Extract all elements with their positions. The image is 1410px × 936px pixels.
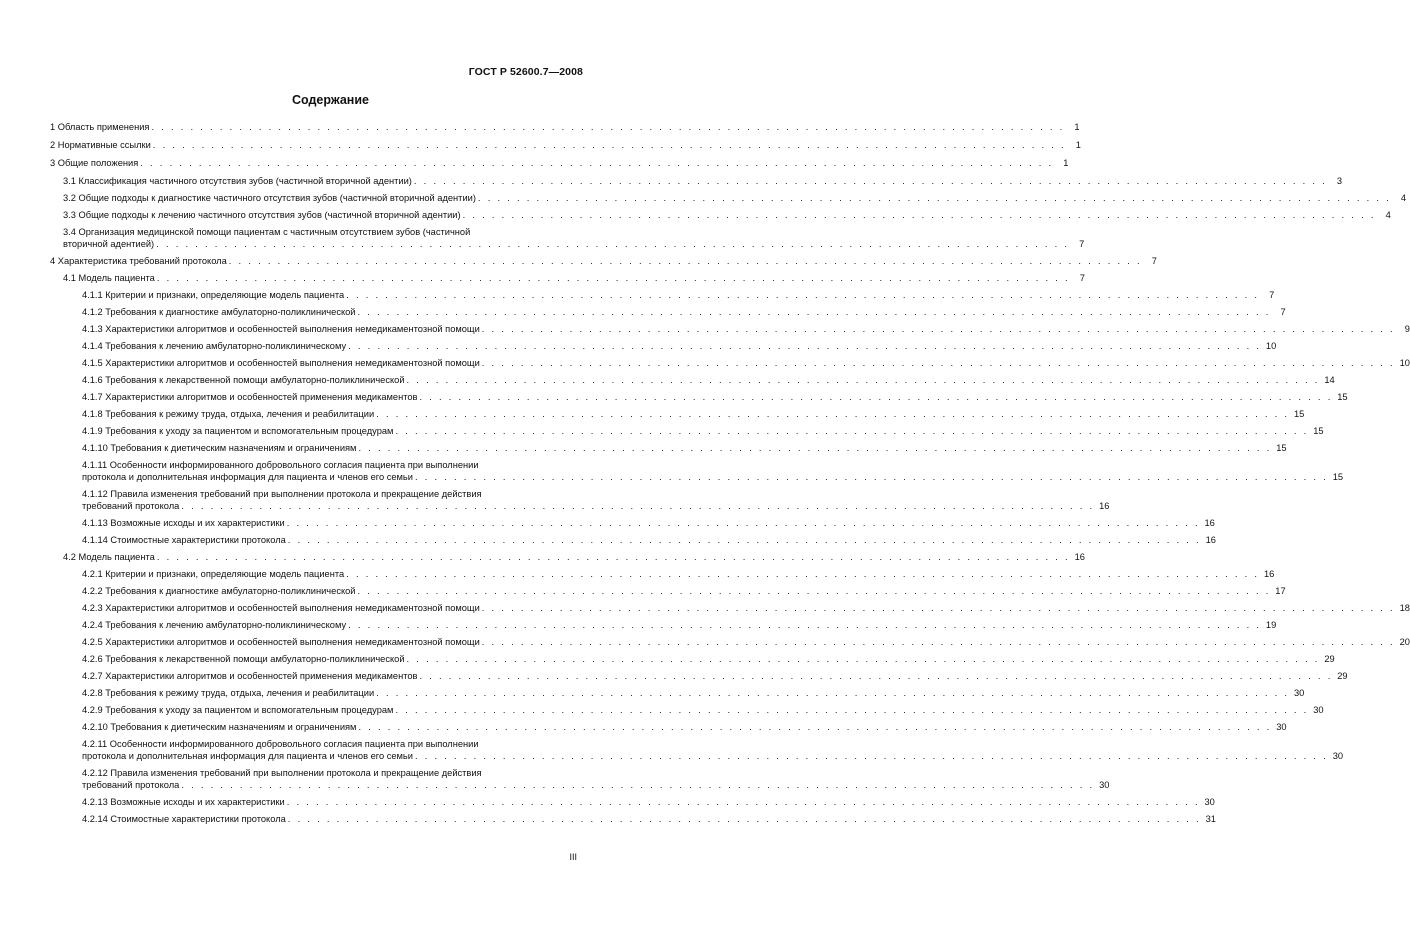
toc-entry-label: 4.2.4 Требования к лечению амбулаторно-поликлиническому (82, 620, 347, 630)
toc-entry-label: 4.1.2 Требования к диагностике амбулаторно-поликлинической (82, 307, 356, 317)
toc-entry-page: 10 (1261, 340, 1276, 352)
toc-entry-page: 4 (1391, 192, 1406, 204)
toc-entry-page: 29 (1320, 653, 1335, 665)
toc-entry[interactable] (63, 226, 1085, 250)
toc-entry-page: 16 (1259, 568, 1274, 580)
toc-entry-label: 3 Общие положения (50, 158, 139, 168)
toc-entry-label: 4.2.2 Требования к диагностике амбулаторно-поликлинической (82, 586, 356, 596)
toc-entry[interactable] (82, 488, 1110, 512)
toc-entry-label: 4.1.5 Характеристики алгоритмов и особенностей выполнения немедикаментозной помощи (82, 358, 480, 368)
toc-entry-label: 4.1.8 Требования к режиму труда, отдыха, лечения и реабилитации (82, 409, 375, 419)
toc-entry-label: 2 Нормативные ссылки (50, 140, 151, 150)
toc-entry[interactable] (82, 323, 1410, 335)
toc-entry-label: 4.2.8 Требования к режиму труда, отдыха, лечения и реабилитации (82, 688, 375, 698)
toc-entry-label: 4.1.9 Требования к уходу за пациентом и вспомогательным процедурам (82, 426, 394, 436)
toc-leader-dots: . . . . . . . . . . . . . . . . . . . . . . . . . . . . . . . . . . . . . . . . . . . . . . . . . . . . . . . . . . . . . . . . . . . . . . . . . . . . . . . . . . . . . . . . . . . . . . (414, 472, 1329, 482)
toc-entry-label: 4.2.7 Характеристики алгоритмов и особенностей применения медикаментов (82, 671, 418, 681)
toc-entry[interactable] (82, 517, 1215, 529)
toc-entry-label: 4.1.10 Требования к диетическим назначениям и ограничениям (82, 443, 357, 453)
toc-leader-dots: . . . . . . . . . . . . . . . . . . . . . . . . . . . . . . . . . . . . . . . . . . . . . . . . . . . . . . . . . . . . . . . . . . . . . . . . . . . . . . . . . . . . . . . . . . . . . . (481, 603, 1395, 613)
toc-entry[interactable] (82, 619, 1277, 631)
toc-entry-page: 30 (1289, 687, 1304, 699)
toc-entry[interactable] (82, 289, 1275, 301)
toc-leader-dots: . . . . . . . . . . . . . . . . . . . . . . . . . . . . . . . . . . . . . . . . . . . . . . . . . . . . . . . . . . . . . . . . . . . . . . . . . . . . . . . . . . . . . . . . . . . . . . (358, 722, 1272, 732)
toc-entry-label: 4.2.10 Требования к диетическим назначениям и ограничениям (82, 722, 357, 732)
toc-leader-dots: . . . . . . . . . . . . . . . . . . . . . . . . . . . . . . . . . . . . . . . . . . . . . . . . . . . . . . . . . . . . . . . . . . . . . . . . . . . . . . . . . . . . . . . . . . . . . . (140, 158, 1054, 168)
toc-entry-page: 16 (1094, 500, 1109, 512)
toc-entry-label: протокола и дополнительная информация для пациента и членов его семьи (82, 472, 413, 482)
toc-entry[interactable] (82, 767, 1110, 791)
toc-leader-dots: . . . . . . . . . . . . . . . . . . . . . . . . . . . . . . . . . . . . . . . . . . . . . . . . . . . . . . . . . . . . . . . . . . . . . . . . . . . . . . . . . . . . . . . . . . . . . . (481, 637, 1395, 647)
toc-entry-page: 14 (1320, 374, 1335, 386)
toc-leader-dots: . . . . . . . . . . . . . . . . . . . . . . . . . . . . . . . . . . . . . . . . . . . . . . . . . . . . . . . . . . . . . . . . . . . . . . . . . . . . . . . . . . . . . . . . . . . . . . (152, 140, 1066, 150)
toc-entry-label: 4.2 Модель пациента (63, 552, 155, 562)
toc-leader-dots: . . . . . . . . . . . . . . . . . . . . . . . . . . . . . . . . . . . . . . . . . . . . . . . . . . . . . . . . . . . . . . . . . . . . . . . . . . . . . . . . . . . . . . . . . . . . . . (414, 751, 1329, 761)
toc-entry-page: 9 (1395, 323, 1410, 335)
toc-leader-dots: . . . . . . . . . . . . . . . . . . . . . . . . . . . . . . . . . . . . . . . . . . . . . . . . . . . . . . . . . . . . . . . . . . . . . . . . . . . . . . . . . . . . . . . . . . . . . . (287, 535, 1201, 545)
toc-entry[interactable] (82, 425, 1324, 437)
toc-entry-label: требований протокола (82, 501, 180, 511)
standard-number: ГОСТ Р 52600.7—2008 (468, 66, 583, 78)
page-title: Содержание (291, 93, 369, 107)
toc-entry[interactable] (82, 602, 1410, 614)
toc-entry[interactable] (82, 653, 1335, 665)
toc-leader-dots: . . . . . . . . . . . . . . . . . . . . . . . . . . . . . . . . . . . . . . . . . . . . . . . . . . . . . . . . . . . . . . . . . . . . . . . . . . . . . . . . . . . . . . . . . . . . . . (481, 324, 1395, 334)
toc-leader-dots: . . . . . . . . . . . . . . . . . . . . . . . . . . . . . . . . . . . . . . . . . . . . . . . . . . . . . . . . . . . . . . . . . . . . . . . . . . . . . . . . . . . . . . . . . . . . . . (481, 358, 1395, 368)
toc-leader-dots: . . . . . . . . . . . . . . . . . . . . . . . . . . . . . . . . . . . . . . . . . . . . . . . . . . . . . . . . . . . . . . . . . . . . . . . . . . . . . . . . . . . . . . . . . . . . . . (357, 586, 1271, 596)
toc-entry-page: 7 (1142, 255, 1157, 267)
toc-leader-dots: . . . . . . . . . . . . . . . . . . . . . . . . . . . . . . . . . . . . . . . . . . . . . . . . . . . . . . . . . . . . . . . . . . . . . . . . . . . . . . . . . . . . . . . . . . . . . . (477, 193, 1392, 203)
toc-entry-label: 4.2.14 Стоимостные характеристики протокола (82, 814, 286, 824)
toc-entry[interactable] (82, 391, 1348, 403)
toc-entry-page: 19 (1261, 619, 1276, 631)
toc-entry-page: 18 (1395, 602, 1410, 614)
toc-entry-page: 30 (1094, 779, 1109, 791)
toc-entry[interactable] (82, 585, 1286, 597)
toc-entry[interactable] (50, 121, 1080, 133)
toc-entry-label-first-line: 4.2.12 Правила изменения требований при выполнении протокола и прекращение действия (82, 768, 482, 778)
page-number: III (569, 852, 577, 862)
toc-leader-dots: . . . . . . . . . . . . . . . . . . . . . . . . . . . . . . . . . . . . . . . . . . . . . . . . . . . . . . . . . . . . . . . . . . . . . . . . . . . . . . . . . . . . . . . . . . . . . . (151, 122, 1065, 132)
toc-entry-page: 30 (1309, 704, 1324, 716)
toc-entry[interactable] (82, 568, 1275, 580)
toc-entry-page: 1 (1053, 157, 1068, 169)
toc-leader-dots: . . . . . . . . . . . . . . . . . . . . . . . . . . . . . . . . . . . . . . . . . . . . . . . . . . . . . . . . . . . . . . . . . . . . . . . . . . . . . . . . . . . . . . . . . . . . . . (419, 392, 1333, 402)
toc-leader-dots: . . . . . . . . . . . . . . . . . . . . . . . . . . . . . . . . . . . . . . . . . . . . . . . . . . . . . . . . . . . . . . . . . . . . . . . . . . . . . . . . . . . . . . . . . . . . . . (395, 705, 1309, 715)
toc-entry[interactable] (82, 306, 1286, 318)
toc-entry[interactable] (82, 738, 1344, 762)
toc-leader-dots: . . . . . . . . . . . . . . . . . . . . . . . . . . . . . . . . . . . . . . . . . . . . . . . . . . . . . . . . . . . . . . . . . . . . . . . . . . . . . . . . . . . . . . . . . . . . . . (348, 341, 1262, 351)
toc-entry-label: 4.1.4 Требования к лечению амбулаторно-поликлиническому (82, 341, 347, 351)
toc-leader-dots: . . . . . . . . . . . . . . . . . . . . . . . . . . . . . . . . . . . . . . . . . . . . . . . . . . . . . . . . . . . . . . . . . . . . . . . . . . . . . . . . . . . . . . . . . . . . . . (156, 552, 1070, 562)
toc-entry[interactable] (82, 670, 1348, 682)
toc-entry-page: 15 (1309, 425, 1324, 437)
toc-entry[interactable] (63, 192, 1407, 204)
toc-entry-label: 4.1.3 Характеристики алгоритмов и особенностей выполнения немедикаментозной помощи (82, 324, 480, 334)
toc-entry-page: 16 (1070, 551, 1085, 563)
toc-entry-label: 4.1.6 Требования к лекарственной помощи амбулаторно-поликлинической (82, 375, 405, 385)
toc-leader-dots: . . . . . . . . . . . . . . . . . . . . . . . . . . . . . . . . . . . . . . . . . . . . . . . . . . . . . . . . . . . . . . . . . . . . . . . . . . . . . . . . . . . . . . . . . . . . . . (419, 671, 1333, 681)
toc-entry-page: 16 (1200, 517, 1215, 529)
toc-entry-label: 4.2.5 Характеристики алгоритмов и особенностей выполнения немедикаментозной помощи (82, 637, 480, 647)
toc-entry-page: 30 (1328, 750, 1343, 762)
toc-entry[interactable] (82, 442, 1287, 454)
toc-entry[interactable] (50, 255, 1157, 267)
toc-leader-dots: . . . . . . . . . . . . . . . . . . . . . . . . . . . . . . . . . . . . . . . . . . . . . . . . . . . . . . . . . . . . . . . . . . . . . . . . . . . . . . . . . . . . . . . . . . . . . . (181, 501, 1095, 511)
toc-leader-dots: . . . . . . . . . . . . . . . . . . . . . . . . . . . . . . . . . . . . . . . . . . . . . . . . . . . . . . . . . . . . . . . . . . . . . . . . . . . . . . . . . . . . . . . . . . . . . . (286, 518, 1200, 528)
toc-entry-label: 4.2.6 Требования к лекарственной помощи амбулаторно-поликлинической (82, 654, 405, 664)
toc-entry-label: 1 Область применения (50, 122, 150, 132)
toc-entry-label-first-line: 4.1.12 Правила изменения требований при выполнении протокола и прекращение действия (82, 489, 482, 499)
toc-entry-page: 10 (1395, 357, 1410, 369)
toc-entry[interactable] (82, 357, 1410, 369)
toc-leader-dots: . . . . . . . . . . . . . . . . . . . . . . . . . . . . . . . . . . . . . . . . . . . . . . . . . . . . . . . . . . . . . . . . . . . . . . . . . . . . . . . . . . . . . . . . . . . . . . (395, 426, 1309, 436)
toc-entry[interactable] (82, 721, 1287, 733)
toc-entry-page: 15 (1289, 408, 1304, 420)
toc-entry-label: протокола и дополнительная информация для пациента и членов его семьи (82, 751, 413, 761)
toc-leader-dots: . . . . . . . . . . . . . . . . . . . . . . . . . . . . . . . . . . . . . . . . . . . . . . . . . . . . . . . . . . . . . . . . . . . . . . . . . . . . . . . . . . . . . . . . . . . . . . (462, 210, 1376, 220)
toc-entry-page: 20 (1395, 636, 1410, 648)
toc-entry-page: 15 (1272, 442, 1287, 454)
toc-entry-label: 4.2.9 Требования к уходу за пациентом и вспомогательным процедурам (82, 705, 394, 715)
toc-entry[interactable] (82, 534, 1216, 546)
toc-entry-label: 4.1 Модель пациента (63, 273, 155, 283)
toc-entry[interactable] (63, 272, 1085, 284)
toc-entry[interactable] (50, 157, 1069, 169)
toc-entry-label: 4.1.13 Возможные исходы и их характеристики (82, 518, 285, 528)
toc-entry-label: 4.1.1 Критерии и признаки, определяющие модель пациента (82, 290, 345, 300)
toc-entry-page: 29 (1333, 670, 1348, 682)
toc-leader-dots: . . . . . . . . . . . . . . . . . . . . . . . . . . . . . . . . . . . . . . . . . . . . . . . . . . . . . . . . . . . . . . . . . . . . . . . . . . . . . . . . . . . . . . . . . . . . . . (348, 620, 1262, 630)
toc-leader-dots: . . . . . . . . . . . . . . . . . . . . . . . . . . . . . . . . . . . . . . . . . . . . . . . . . . . . . . . . . . . . . . . . . . . . . . . . . . . . . . . . . . . . . . . . . . . . . . (376, 688, 1290, 698)
table-of-contents (0, 121, 1410, 825)
toc-entry-page: 4 (1376, 209, 1391, 221)
toc-entry-page: 30 (1272, 721, 1287, 733)
toc-entry-label: вторичной адентией) (63, 239, 155, 249)
toc-leader-dots: . . . . . . . . . . . . . . . . . . . . . . . . . . . . . . . . . . . . . . . . . . . . . . . . . . . . . . . . . . . . . . . . . . . . . . . . . . . . . . . . . . . . . . . . . . . . . . (156, 239, 1070, 249)
toc-leader-dots: . . . . . . . . . . . . . . . . . . . . . . . . . . . . . . . . . . . . . . . . . . . . . . . . . . . . . . . . . . . . . . . . . . . . . . . . . . . . . . . . . . . . . . . . . . . . . . (228, 256, 1142, 266)
toc-entry-page: 16 (1201, 534, 1216, 546)
toc-entry[interactable] (82, 704, 1324, 716)
toc-leader-dots: . . . . . . . . . . . . . . . . . . . . . . . . . . . . . . . . . . . . . . . . . . . . . . . . . . . . . . . . . . . . . . . . . . . . . . . . . . . . . . . . . . . . . . . . . . . . . . (346, 569, 1260, 579)
toc-entry-page: 1 (1065, 121, 1080, 133)
toc-entry[interactable] (63, 175, 1343, 187)
toc-entry[interactable] (82, 687, 1305, 699)
toc-entry-label: 4.2.1 Критерии и признаки, определяющие модель пациента (82, 569, 345, 579)
toc-entry-label: 3.1 Классификация частичного отсутствия зубов (частичной вторичной адентии) (63, 176, 412, 186)
toc-entry[interactable] (63, 551, 1085, 563)
toc-entry-label: 3.3 Общие подходы к лечению частичного отсутствия зубов (частичной вторичной адентии) (63, 210, 461, 220)
toc-entry-label: 4.1.7 Характеристики алгоритмов и особенностей применения медикаментов (82, 392, 418, 402)
toc-entry[interactable] (50, 139, 1081, 151)
toc-entry[interactable] (63, 209, 1391, 221)
toc-entry-label: 4 Характеристика требований протокола (50, 256, 227, 266)
toc-entry-page: 17 (1271, 585, 1286, 597)
toc-entry-page: 31 (1201, 813, 1216, 825)
toc-leader-dots: . . . . . . . . . . . . . . . . . . . . . . . . . . . . . . . . . . . . . . . . . . . . . . . . . . . . . . . . . . . . . . . . . . . . . . . . . . . . . . . . . . . . . . . . . . . . . . (358, 443, 1272, 453)
toc-entry-label: 3.2 Общие подходы к диагностике частичного отсутствия зубов (частичной вторичной адентии) (63, 193, 476, 203)
toc-leader-dots: . . . . . . . . . . . . . . . . . . . . . . . . . . . . . . . . . . . . . . . . . . . . . . . . . . . . . . . . . . . . . . . . . . . . . . . . . . . . . . . . . . . . . . . . . . . . . . (156, 273, 1070, 283)
toc-leader-dots: . . . . . . . . . . . . . . . . . . . . . . . . . . . . . . . . . . . . . . . . . . . . . . . . . . . . . . . . . . . . . . . . . . . . . . . . . . . . . . . . . . . . . . . . . . . . . . (406, 375, 1320, 385)
toc-entry-page: 7 (1259, 289, 1274, 301)
toc-entry[interactable] (82, 636, 1410, 648)
toc-leader-dots: . . . . . . . . . . . . . . . . . . . . . . . . . . . . . . . . . . . . . . . . . . . . . . . . . . . . . . . . . . . . . . . . . . . . . . . . . . . . . . . . . . . . . . . . . . . . . . (357, 307, 1271, 317)
toc-entry[interactable] (82, 813, 1216, 825)
toc-leader-dots: . . . . . . . . . . . . . . . . . . . . . . . . . . . . . . . . . . . . . . . . . . . . . . . . . . . . . . . . . . . . . . . . . . . . . . . . . . . . . . . . . . . . . . . . . . . . . . (346, 290, 1260, 300)
toc-leader-dots: . . . . . . . . . . . . . . . . . . . . . . . . . . . . . . . . . . . . . . . . . . . . . . . . . . . . . . . . . . . . . . . . . . . . . . . . . . . . . . . . . . . . . . . . . . . . . . (413, 176, 1328, 186)
toc-entry-page: 7 (1070, 272, 1085, 284)
toc-entry-label: 4.2.3 Характеристики алгоритмов и особенностей выполнения немедикаментозной помощи (82, 603, 480, 613)
toc-entry-page: 15 (1333, 391, 1348, 403)
toc-entry-label-first-line: 4.2.11 Особенности информированного добровольного согласия пациента при выполнении (82, 739, 479, 749)
toc-leader-dots: . . . . . . . . . . . . . . . . . . . . . . . . . . . . . . . . . . . . . . . . . . . . . . . . . . . . . . . . . . . . . . . . . . . . . . . . . . . . . . . . . . . . . . . . . . . . . . (181, 780, 1095, 790)
toc-leader-dots: . . . . . . . . . . . . . . . . . . . . . . . . . . . . . . . . . . . . . . . . . . . . . . . . . . . . . . . . . . . . . . . . . . . . . . . . . . . . . . . . . . . . . . . . . . . . . . (376, 409, 1290, 419)
toc-entry[interactable] (82, 796, 1215, 808)
toc-entry-label: 4.1.14 Стоимостные характеристики протокола (82, 535, 286, 545)
toc-entry[interactable] (82, 459, 1344, 483)
toc-entry-label-first-line: 3.4 Организация медицинской помощи пациентам с частичным отсутствием зубов (частичной (63, 227, 471, 237)
toc-entry-label: 4.2.13 Возможные исходы и их характеристики (82, 797, 285, 807)
toc-entry-page: 7 (1271, 306, 1286, 318)
toc-entry[interactable] (82, 408, 1305, 420)
toc-entry-page: 3 (1327, 175, 1342, 187)
toc-entry-page: 30 (1200, 796, 1215, 808)
toc-entry-page: 1 (1066, 139, 1081, 151)
toc-leader-dots: . . . . . . . . . . . . . . . . . . . . . . . . . . . . . . . . . . . . . . . . . . . . . . . . . . . . . . . . . . . . . . . . . . . . . . . . . . . . . . . . . . . . . . . . . . . . . . (286, 797, 1200, 807)
toc-entry-page: 7 (1069, 238, 1084, 250)
toc-entry[interactable] (82, 340, 1277, 352)
toc-entry[interactable] (82, 374, 1335, 386)
toc-entry-label: требований протокола (82, 780, 180, 790)
toc-entry-page: 15 (1328, 471, 1343, 483)
toc-entry-label-first-line: 4.1.11 Особенности информированного добровольного согласия пациента при выполнении (82, 460, 479, 470)
toc-leader-dots: . . . . . . . . . . . . . . . . . . . . . . . . . . . . . . . . . . . . . . . . . . . . . . . . . . . . . . . . . . . . . . . . . . . . . . . . . . . . . . . . . . . . . . . . . . . . . . (287, 814, 1201, 824)
toc-leader-dots: . . . . . . . . . . . . . . . . . . . . . . . . . . . . . . . . . . . . . . . . . . . . . . . . . . . . . . . . . . . . . . . . . . . . . . . . . . . . . . . . . . . . . . . . . . . . . . (406, 654, 1320, 664)
